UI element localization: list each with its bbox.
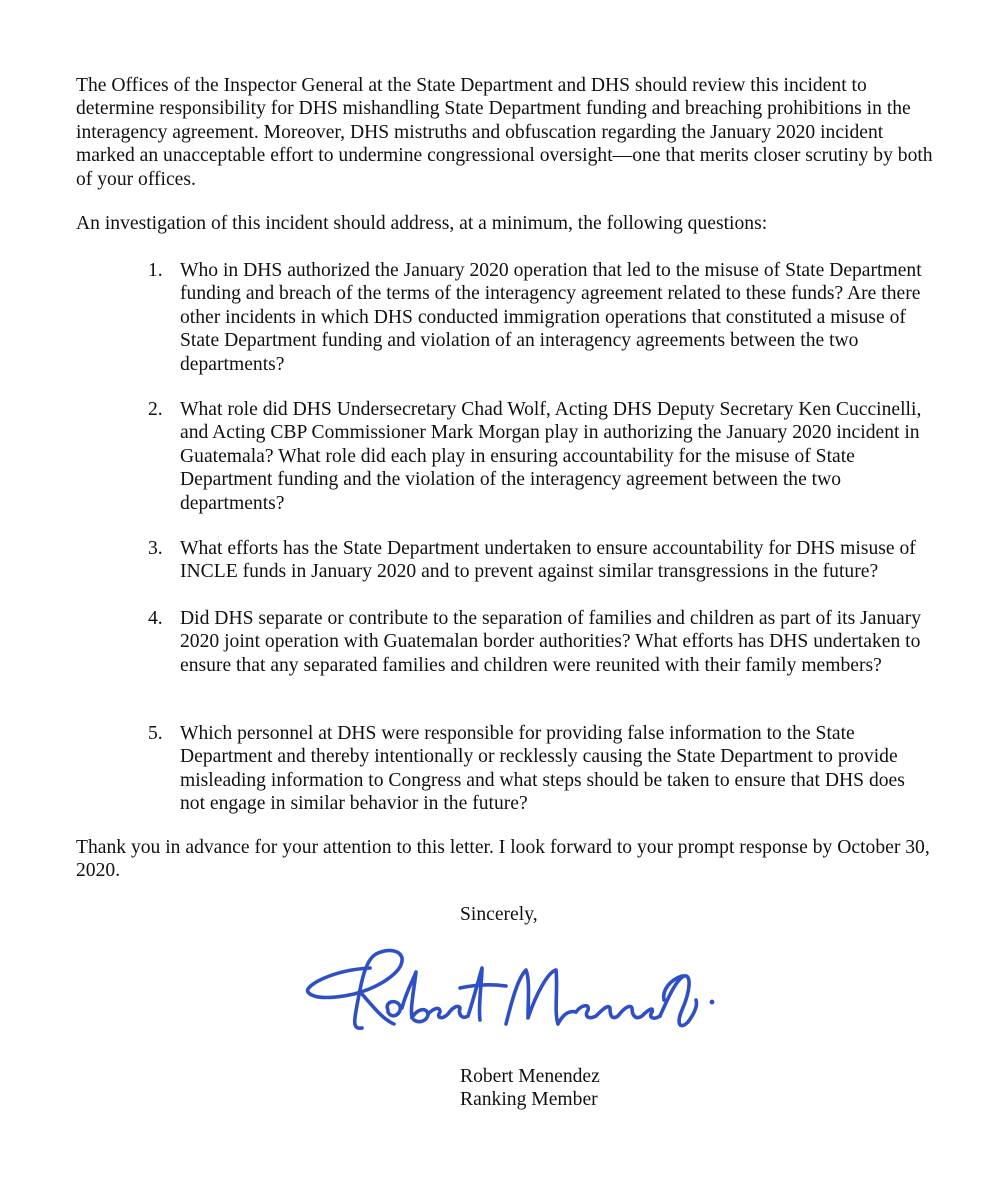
question-text: Did DHS separate or contribute to the separation of families and children as part of its January 2020 joint operation with Guatemalan border authorities? What efforts has DHS undertaken to ensure that any separated families and children were reunited with their family members? (180, 608, 922, 676)
signer-title: Ranking Member (460, 1089, 598, 1110)
question-text: Which personnel at DHS were responsible for providing false information to the State Department and thereby intentionally or recklessly causing the State Department to provide misleading information to Congress and what steps should be taken to ensure that DHS does not engage in similar behavior in the future? (180, 723, 905, 815)
signature-strokes (308, 951, 697, 1029)
question-number: 4. (148, 608, 163, 629)
questions-intro: An investigation of this incident should address, at a minimum, the following questions: (76, 213, 768, 234)
question-number: 2. (148, 399, 163, 420)
question-text: What role did DHS Undersecretary Chad Wolf, Acting DHS Deputy Secretary Ken Cuccinelli, and Acting CBP Commissioner Mark Morgan play in authorizing the January 2020 incident in Guatemala? What role did each play in ensuring accountability for the misuse of State Department funding and the violation of the interagency agreement between the two departments? (180, 399, 922, 514)
intro-paragraph: The Offices of the Inspector General at the State Department and DHS should review this incident to determine responsibility for DHS mishandling State Department funding and breaching prohibitions in the interagency agreement. Moreover, DHS mistruths and obfuscation regarding the January 2020 incident marked an unacceptable effort to undermine congressional oversight—one that merits closer scrutiny by both of your offices. (76, 75, 933, 190)
complimentary-close: Sincerely, (460, 904, 538, 925)
closing-paragraph: Thank you in advance for your attention to this letter. I look forward to your prompt response by October 30, 2020. (76, 837, 930, 882)
question-number: 1. (148, 260, 163, 281)
question-text: Who in DHS authorized the January 2020 operation that led to the misuse of State Department funding and breach of the terms of the interagency agreement related to these funds? Are there other incidents in which DHS conducted immigration operations that constituted a misuse of State Department funding and violation of an interagency agreements between the two departments? (180, 260, 922, 375)
handwritten-signature (292, 920, 722, 1070)
question-text: What efforts has the State Department undertaken to ensure accountability for DHS misuse of INCLE funds in January 2020 and to prevent against similar transgressions in the future? (180, 538, 916, 583)
question-number: 3. (148, 538, 163, 559)
question-number: 5. (148, 723, 163, 744)
signature-period (710, 1000, 715, 1005)
signer-name: Robert Menendez (460, 1066, 600, 1087)
